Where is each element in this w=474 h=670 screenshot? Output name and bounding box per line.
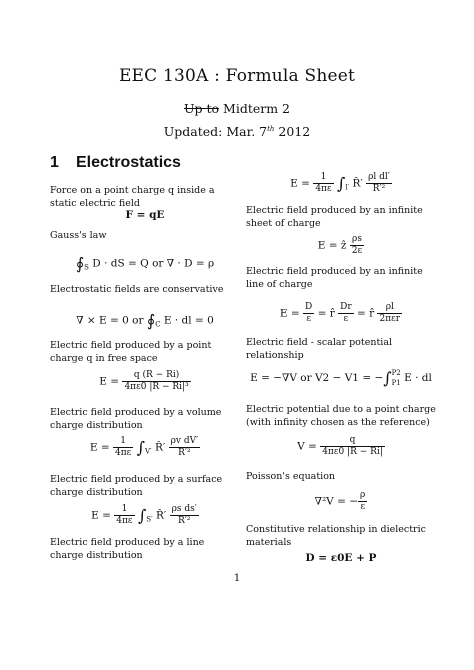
left-text-4: Electric field produced by a point charge q in free space xyxy=(50,340,212,364)
integral-subscript: S xyxy=(84,263,89,272)
right-eq-6 xyxy=(246,490,436,513)
section-number: 1 xyxy=(50,154,59,171)
fraction-numerator: 1 xyxy=(114,504,134,516)
fraction xyxy=(338,302,354,325)
unit-vector: = r̂ xyxy=(353,307,378,320)
document-title: EEC 130A : Formula Sheet xyxy=(118,66,356,86)
left-eq-4 xyxy=(50,370,240,393)
fraction-numerator: 1 xyxy=(313,172,333,184)
fraction-denominator: 4πε0 |R − Ri|³ xyxy=(124,382,189,392)
right-text-6: Poisson's equation xyxy=(246,471,336,482)
fraction-denominator: ε xyxy=(306,314,311,324)
right-eq-7: D = ε0E + P xyxy=(305,552,377,564)
eq-lhs: E = xyxy=(89,441,113,454)
contour-integral-symbol: ∮ xyxy=(146,311,156,330)
fraction xyxy=(313,172,333,195)
unit-vector: R̂′ xyxy=(152,509,170,522)
integral-subscript: l′ xyxy=(345,183,350,192)
eq-lhs: E = ẑ xyxy=(317,239,350,252)
integral-upper-limit: P2 xyxy=(391,369,401,377)
fraction-denominator: 2πεr xyxy=(379,314,401,324)
right-text-7: Constitutive relationship in dielectric materials xyxy=(246,524,426,548)
updated-prefix: Updated: Mar. 7 xyxy=(163,124,268,139)
left-eq-6 xyxy=(50,504,240,527)
fraction-numerator: ρ xyxy=(360,490,366,500)
line-integral-body: E · dl = 0 xyxy=(160,314,214,327)
page-number: 1 xyxy=(233,573,241,584)
eq-lhs: V = xyxy=(297,440,321,453)
integral-subscript: V′ xyxy=(144,447,152,456)
updated-year: 2012 xyxy=(274,124,311,139)
fraction-denominator: 4πε0 |R − Ri| xyxy=(322,447,383,457)
curl-expression: ∇ × E = 0 or xyxy=(76,314,147,327)
fraction xyxy=(358,490,367,513)
line-integral-body: E · dl xyxy=(400,372,432,384)
left-text-7: Electric field produced by a line charge distribution xyxy=(50,537,205,561)
contour-integral-symbol: ∮ xyxy=(75,254,85,273)
fraction-denominator: 2ε xyxy=(351,246,363,256)
fraction xyxy=(303,302,314,325)
fraction-numerator: 1 xyxy=(113,436,133,448)
right-eq-4 xyxy=(246,368,436,388)
unit-vector: R̂′ xyxy=(349,177,367,190)
right-text-4: Electric field - scalar potential relationship xyxy=(246,337,393,361)
right-eq-1 xyxy=(246,172,436,195)
integral-symbol: ∫ xyxy=(137,506,147,525)
right-eq-3 xyxy=(246,302,436,325)
unit-vector: = r̂ xyxy=(314,307,339,320)
fraction xyxy=(114,504,134,527)
right-text-3: Electric field produced by an infinite line of charge xyxy=(246,266,423,290)
left-eq-3 xyxy=(50,311,240,330)
integral-symbol: ∫ xyxy=(136,438,145,457)
left-text-5: Electric field produced by a volume charge distribution xyxy=(50,407,222,431)
integral-symbol: ∫ xyxy=(336,174,346,193)
left-text-6: Electric field produced by a surface charge distribution xyxy=(50,474,223,498)
fraction-numerator: ρs ds′ xyxy=(171,504,197,514)
fraction xyxy=(169,436,201,459)
integral-subscript: S′ xyxy=(146,515,153,524)
eq-lhs: E = xyxy=(91,509,115,522)
fraction xyxy=(377,302,402,325)
fraction-numerator: ρl xyxy=(377,302,402,314)
fraction-denominator: ε xyxy=(360,502,366,512)
fraction-numerator: q (R − Ri) xyxy=(122,370,190,382)
integral-lower-limit: P1 xyxy=(391,379,401,387)
fraction-numerator: q xyxy=(320,435,385,447)
left-text-1: Force on a point charge q inside a static electric field xyxy=(50,185,215,209)
left-eq-2 xyxy=(50,254,240,273)
fraction-denominator: 4πε xyxy=(116,516,133,526)
fraction xyxy=(350,234,364,257)
fraction-denominator: R′² xyxy=(372,184,386,194)
section-heading xyxy=(50,154,181,172)
eq-lhs: ∇²V = − xyxy=(314,495,359,508)
fraction-numerator: ρl dl′ xyxy=(368,172,390,182)
subtitle-rest: Midterm 2 xyxy=(219,101,290,116)
eq-lhs: E = xyxy=(290,177,314,190)
integral-symbol: ∫ xyxy=(383,368,392,388)
left-text-2: Gauss's law xyxy=(50,230,107,241)
fraction xyxy=(320,435,385,458)
left-text-3: Electrostatic fields are conservative xyxy=(50,284,224,295)
right-text-5: Electric potential due to a point charge (with infinity chosen as the reference) xyxy=(246,404,436,428)
eq-lhs: E = xyxy=(99,375,123,388)
right-eq-5 xyxy=(246,435,436,458)
fraction-denominator: R′² xyxy=(178,448,191,458)
integral-subscript: C xyxy=(155,320,161,329)
document-subtitle xyxy=(0,101,474,116)
fraction-numerator: Dr xyxy=(340,302,352,312)
updated-line xyxy=(0,124,474,139)
updated-sup: th xyxy=(267,124,275,133)
subtitle-struck-text: Up to xyxy=(183,101,220,116)
eq-lhs: E = xyxy=(279,307,304,320)
left-eq-5 xyxy=(50,436,240,459)
fraction-numerator: ρs xyxy=(350,234,364,246)
unit-vector: R̂′ xyxy=(151,441,169,454)
section-title: Electrostatics xyxy=(76,154,181,171)
gauss-law-body: D · dS = Q or ∇ · D = ρ xyxy=(88,257,215,270)
right-eq-2 xyxy=(246,234,436,257)
potential-relation: E = −∇V or V2 − V1 = − xyxy=(250,372,384,384)
left-eq-1: F = qE xyxy=(125,209,165,221)
fraction xyxy=(113,436,133,459)
right-text-2: Electric field produced by an infinite sheet of charge xyxy=(246,205,423,229)
fraction-denominator: 4πε xyxy=(315,184,332,194)
fraction-denominator: R′² xyxy=(178,516,191,526)
fraction-numerator: ρv dV′ xyxy=(170,436,199,446)
fraction xyxy=(366,172,392,195)
fraction-denominator: 4πε xyxy=(114,448,132,458)
fraction-numerator: D xyxy=(305,302,313,312)
fraction xyxy=(170,504,199,527)
fraction xyxy=(122,370,190,393)
fraction-denominator: ε xyxy=(343,314,349,324)
